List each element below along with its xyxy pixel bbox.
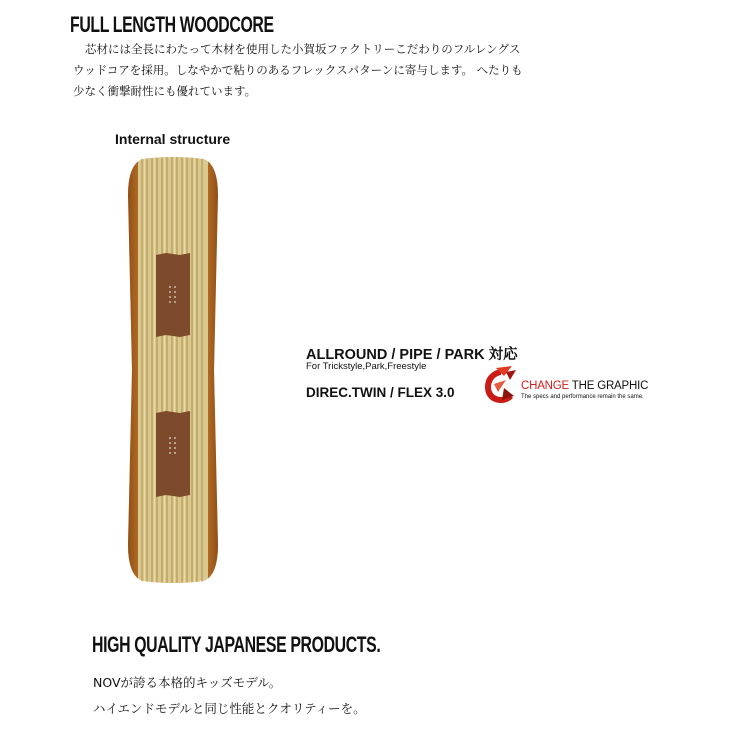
internal-structure-label: Internal structure [115,131,231,147]
change-word: CHANGE [521,380,570,392]
the-graphic-words: THE GRAPHIC [569,380,649,392]
quality-line: NOVが誇る本格的キッズモデル。 [93,675,282,690]
riding-style-subtitle: For Trickstyle,Park,Freestyle [306,361,427,372]
quality-description [93,670,366,722]
description-line: 芯材には全長にわたって木材を使用した小賀坂ファクトリーこだわりのフルレングス [85,42,521,56]
change-graphic-title [521,380,648,392]
snowboard-core-illustration [126,155,220,585]
woodcore-description [73,39,543,102]
section-heading-woodcore: FULL LENGTH WOODCORE [70,12,274,37]
change-graphic-note: The specs and performance remain the same. [521,394,644,400]
description-line: ウッドコアを採用。しなやかで粘りのあるフレックスパターンに寄与します。 へたりも [73,63,523,77]
riding-style-title: ALLROUND / PIPE / PARK 対応 [306,347,518,363]
shape-flex-spec: DIREC.TWIN / FLEX 3.0 [306,385,455,400]
change-graphic-logo-icon [482,366,518,406]
description-line: 少なく衝撃耐性にも優れています。 [73,84,257,98]
section-heading-quality: HIGH QUALITY JAPANESE PRODUCTS. [92,632,381,657]
quality-line: ハイエンドモデルと同じ性能とクオリティーを。 [93,701,366,716]
